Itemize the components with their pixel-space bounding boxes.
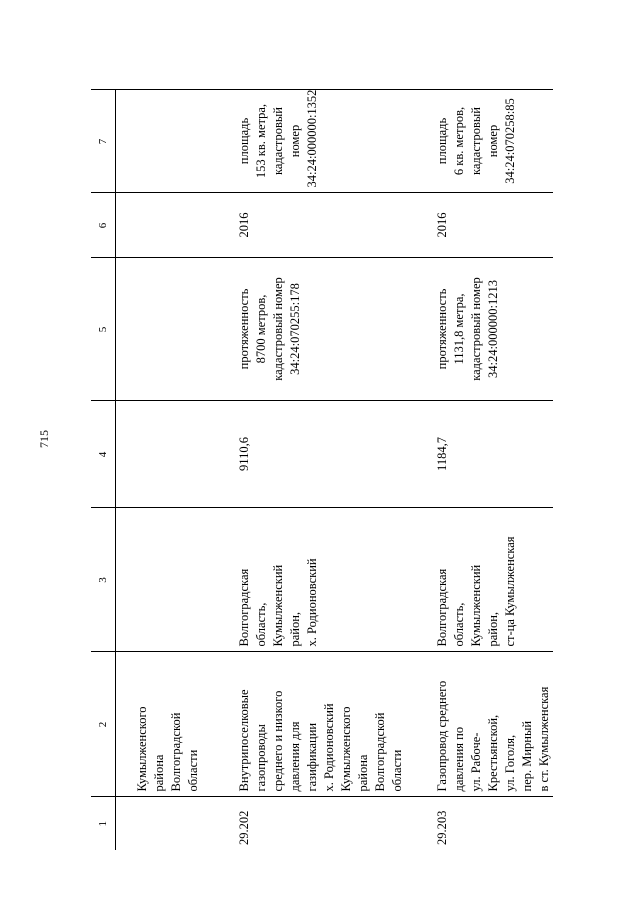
object-year: 2016 <box>426 193 553 258</box>
row-number: 29.202 <box>228 797 426 850</box>
object-note: площадь 6 кв. метров, кадастровый номер 34:24:070258:85 <box>426 90 553 193</box>
object-address <box>116 508 229 652</box>
row-number <box>116 797 229 850</box>
row-number: 29.203 <box>426 797 553 850</box>
object-name: Кумылженского района Волгоградской области <box>116 652 229 797</box>
column-header: 5 <box>91 258 116 401</box>
object-characteristics: протяженность 8700 метров, кадастровый номер 34:24:070255:178 <box>228 258 426 401</box>
object-year: 2016 <box>228 193 426 258</box>
registry-table-sheet <box>91 89 551 850</box>
column-header: 4 <box>91 401 116 508</box>
table-row <box>228 90 426 850</box>
object-address: Волгоградская область, Кумылженский район, ст-ца Кумылженская <box>426 508 553 652</box>
object-name: Внутрипоселковые газопроводы среднего и низкого давления для газификации х. Родионовский Кумылженского района Волгоградской области <box>228 652 426 797</box>
object-value: 9110,6 <box>228 401 426 508</box>
table-row <box>426 90 553 850</box>
object-characteristics: протяженность 1131,8 метра, кадастровый номер 34:24:000000:1213 <box>426 258 553 401</box>
column-number-row <box>91 90 116 850</box>
page-number: 715 <box>37 430 51 448</box>
object-value: 1184,7 <box>426 401 553 508</box>
column-header: 7 <box>91 90 116 193</box>
object-note <box>116 90 229 193</box>
column-header: 2 <box>91 652 116 797</box>
object-characteristics <box>116 258 229 401</box>
object-note: площадь 153 кв. метра, кадастровый номер 34:24:000000:1352 <box>228 90 426 193</box>
object-year <box>116 193 229 258</box>
column-header: 1 <box>91 797 116 850</box>
object-name: Газопровод среднего давления по ул. Рабоче- Крестьянской, ул. Гоголя, пер. Мирный в ст. Кумылженская <box>426 652 553 797</box>
column-header: 3 <box>91 508 116 652</box>
column-header: 6 <box>91 193 116 258</box>
object-address: Волгоградская область, Кумылженский район, х. Родионовский <box>228 508 426 652</box>
registry-table <box>91 90 553 851</box>
table-row <box>116 90 229 850</box>
object-value <box>116 401 229 508</box>
